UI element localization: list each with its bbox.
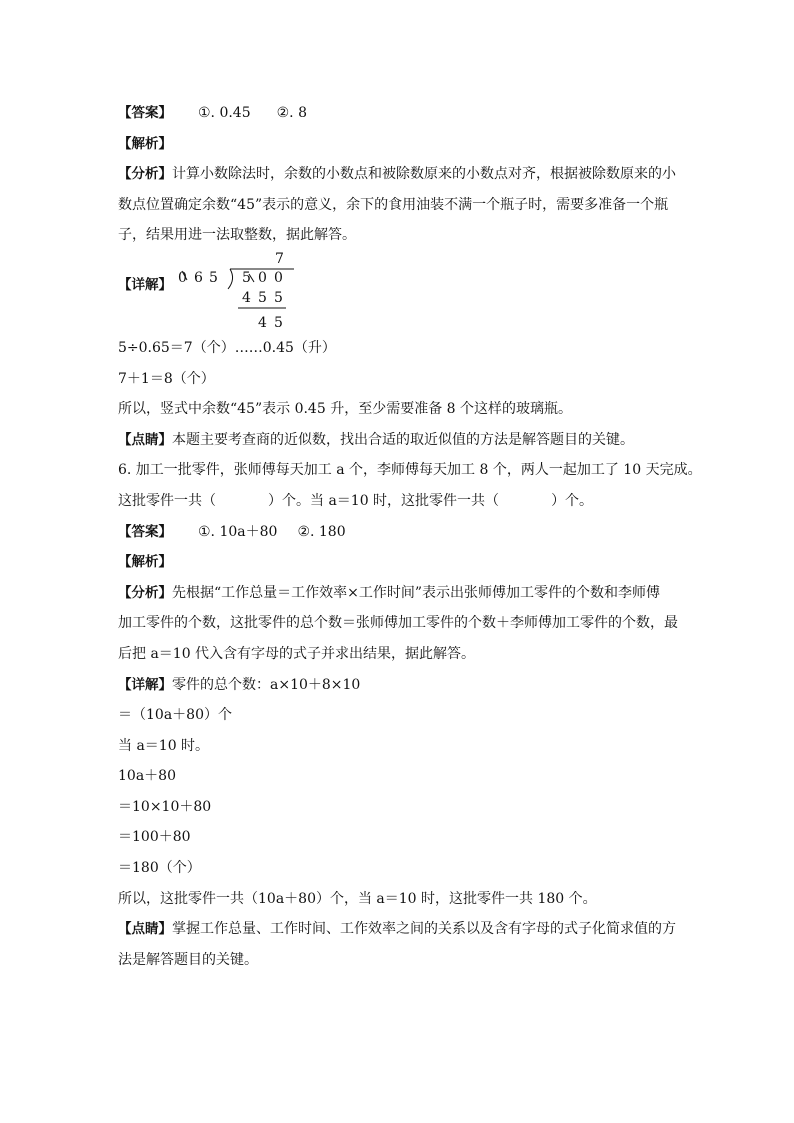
q6-fenxi-line-3: 后把 a＝10 代入含有字母的式子并求出结果，据此解答。 [118, 645, 476, 662]
long-division-diagram [178, 247, 308, 333]
q5-answer-tag: 【答案】 [118, 105, 172, 121]
q5-analysis-tag: 【解析】 [118, 135, 172, 152]
document-content [118, 98, 702, 975]
q6-question-line-2 [118, 486, 678, 517]
q6-analysis-tag: 【解析】 [118, 554, 172, 571]
q6-dianjing-line-1 [118, 914, 678, 945]
q5-fenxi-line-2: 数点位置确定余数“45”表示的意义，余下的食用油装不满一个瓶子时，需要多准备一个瓶 [118, 196, 669, 213]
q5-long-division-row [118, 247, 678, 333]
q5-calc-line-3: 所以，竖式中余数“45”表示 0.45 升，至少需要准备 8 个这样的玻璃瓶。 [118, 401, 573, 418]
q6-answer-line [118, 517, 678, 548]
q6-fenxi-tag: 【分析】 [118, 584, 172, 601]
q6-question-part-b: ）个。当 a＝10 时，这批零件一共（ [268, 492, 500, 509]
q5-dianjing-text: 本题主要考查商的近似数，找出合适的取近似值的方法是解答题目的关键。 [172, 431, 634, 448]
q6-step-5: ＝100＋80 [118, 829, 191, 846]
q5-fenxi-line-3: 子，结果用进一法取整数，据此解答。 [118, 227, 356, 244]
q5-dianjing-line [118, 425, 678, 456]
q6-dianjing-tag: 【点睛】 [118, 921, 172, 938]
q6-step-2: 当 a＝10 时。 [118, 737, 210, 754]
q5-fenxi-text-1: 计算小数除法时，余数的小数点和被除数原来的小数点对齐，根据被除数原来的小 [172, 166, 676, 183]
divisor-digit-1: 0 [178, 269, 187, 286]
q6-xiangjie-text: 零件的总个数：a×10＋8×10 [172, 676, 361, 693]
product-digit-1: 4 [242, 289, 251, 306]
q6-answer-2: ②. 180 [297, 523, 346, 540]
q6-dianjing-line-2: 法是解答题目的关键。 [118, 951, 258, 968]
q6-fenxi-line-1 [118, 578, 678, 609]
q6-step-6: ＝180（个） [118, 860, 201, 877]
q6-question-part-c: ）个。 [551, 492, 594, 509]
dividend-digit-3: 0 [274, 269, 283, 286]
q6-fenxi-line-2: 加工零件的个数，这批零件的总个数＝张师傅加工零件的个数＋李师傅加工零件的个数，最 [118, 615, 678, 632]
q5-calc-line-2: 7＋1＝8（个） [118, 370, 215, 387]
dividend-digit-2: 0 [258, 269, 267, 286]
q6-xiangjie-line [118, 670, 678, 701]
divisor-digit-3: 5 [209, 269, 218, 286]
q6-fenxi-text-1: 先根据“工作总量＝工作效率×工作时间”表示出张师傅加工零件的个数和李师傅 [172, 584, 661, 601]
q6-dianjing-text-1: 掌握工作总量、工作时间、工作效率之间的关系以及含有字母的式子化简求值的方 [172, 921, 676, 938]
q5-answer-1: ①. 0.45 [198, 105, 251, 121]
remainder-digit-2: 5 [274, 314, 283, 331]
q6-question-part-a: 这批零件一共（ [118, 492, 216, 509]
division-quotient: 7 [275, 250, 284, 267]
q5-dianjing-tag: 【点睛】 [118, 431, 172, 448]
q5-analysis-line [118, 129, 678, 160]
division-bracket [228, 269, 233, 289]
q6-step-7: 所以，这批零件一共（10a＋80）个，当 a＝10 时，这批零件一共 180 个。 [118, 890, 597, 907]
q6-step-4: ＝10×10＋80 [118, 798, 212, 815]
remainder-digit-1: 4 [258, 314, 267, 331]
q6-analysis-line [118, 547, 678, 578]
q5-calc-line-1: 5÷0.65＝7（个）……0.45（升） [118, 339, 336, 356]
q6-xiangjie-tag: 【详解】 [118, 676, 172, 693]
divisor-digit-2: 6 [194, 269, 203, 286]
q6-step-3: 10a＋80 [118, 768, 176, 785]
product-digit-3: 5 [274, 289, 283, 306]
q5-xiangjie-tag: 【详解】 [118, 276, 172, 293]
q5-answer-line [118, 98, 678, 129]
q6-answer-1: ①. 10a＋80 [198, 523, 278, 540]
product-digit-2: 5 [258, 289, 267, 306]
dividend-digit-1: 5 [242, 269, 251, 286]
q6-answer-tag: 【答案】 [118, 523, 172, 540]
q6-step-1: ＝（10a＋80）个 [118, 707, 232, 724]
q6-question-line-1: 6. 加工一批零件，张师傅每天加工 a 个，李师傅每天加工 8 个，两人一起加工了 10 天完成。 [118, 462, 702, 479]
q5-answer-2: ②. 8 [276, 105, 307, 121]
q5-fenxi-tag: 【分析】 [118, 166, 172, 183]
q5-fenxi-line-1 [118, 159, 678, 190]
